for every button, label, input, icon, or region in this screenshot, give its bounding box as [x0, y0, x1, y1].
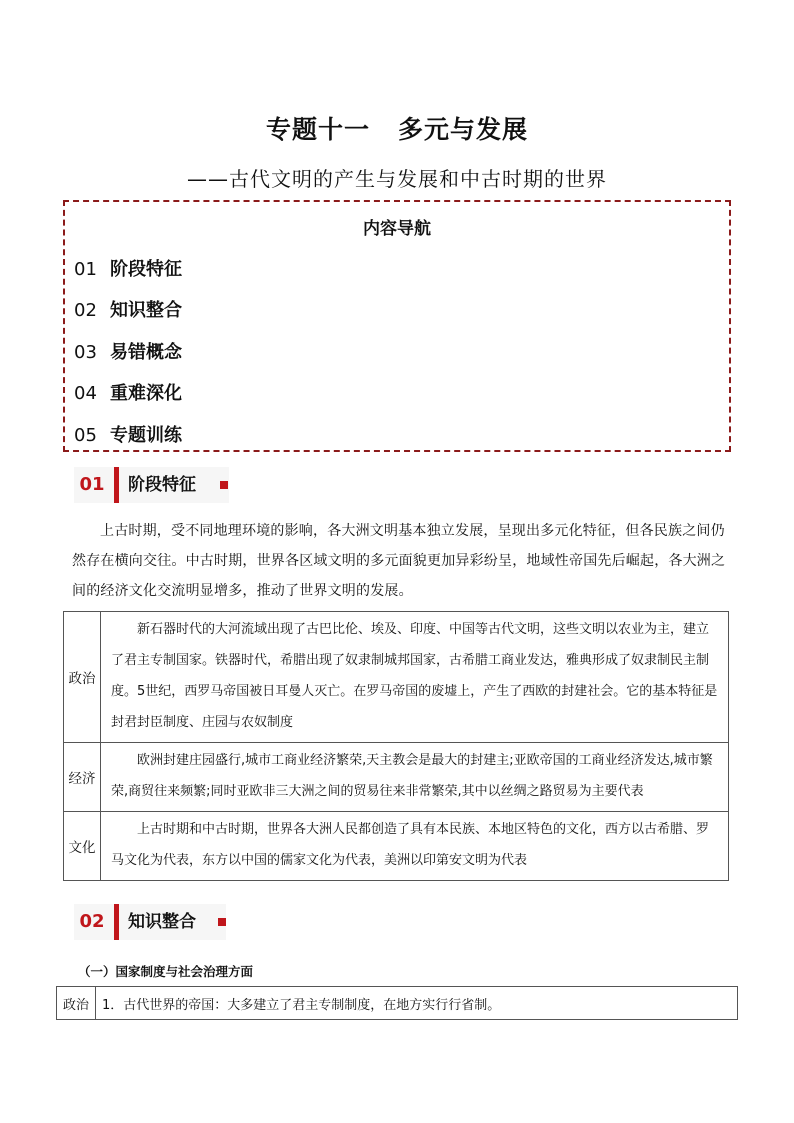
section-bar-marker [114, 467, 119, 503]
nav-item-1[interactable] [74, 255, 182, 281]
square-bullet-icon [220, 481, 228, 489]
table-row [64, 612, 729, 743]
square-bullet-icon [218, 918, 226, 926]
row-label: 文化 [64, 812, 101, 881]
table-row [64, 812, 729, 881]
nav-item-label: 重难深化 [110, 383, 182, 404]
section-number: 01 [79, 474, 105, 495]
content-navigation-box [63, 200, 731, 452]
knowledge-integration-table [56, 986, 738, 1020]
nav-item-number: 05 [74, 425, 97, 446]
nav-item-number: 04 [74, 383, 97, 404]
row-text: 新石器时代的大河流域出现了古巴比伦、埃及、印度、中国等古代文明，这些文明以农业为主，建立了君主专制国家。铁器时代，希腊出现了奴隶制城邦国家，古希腊工商业发达，雅典形成了奴隶制民主制度。5世纪，西罗马帝国被日耳曼人灭亡。在罗马帝国的废墟上，产生了西欧的封建社会。它的基本特征是封君封臣制度、庄园与农奴制度 [101, 612, 729, 743]
nav-item-label: 知识整合 [110, 300, 182, 321]
title-part2: 多元与发展 [398, 115, 529, 144]
section-title: 阶段特征 [128, 475, 196, 495]
page-title [0, 110, 794, 146]
row-text: 欧洲封建庄园盛行,城市工商业经济繁荣,天主教会是最大的封建主;亚欧帝国的工商业经济发达,城市繁荣,商贸往来频繁;同时亚欧非三大洲之间的贸易往来非常繁荣,其中以丝绸之路贸易为主要代表 [101, 743, 729, 812]
nav-item-number: 02 [74, 300, 97, 321]
title-part1: 专题十一 [265, 115, 370, 144]
nav-item-number: 01 [74, 259, 97, 280]
section-title: 知识整合 [128, 912, 196, 932]
nav-item-5[interactable] [74, 421, 182, 447]
stage-features-table [63, 611, 729, 881]
nav-item-label: 专题训练 [110, 425, 182, 446]
nav-item-2[interactable] [74, 296, 182, 322]
row-text: 1．古代世界的帝国：大多建立了君主专制制度，在地方实行行省制。 [96, 987, 738, 1020]
section-bar-marker [114, 904, 119, 940]
section-header-knowledge-integration [74, 904, 239, 940]
page-subtitle: ——古代文明的产生与发展和中古时期的世界 [187, 167, 607, 191]
nav-item-4[interactable] [74, 379, 182, 405]
nav-item-label: 易错概念 [110, 342, 182, 363]
table-row [64, 743, 729, 812]
row-label: 政治 [64, 612, 101, 743]
subsection-heading: （一）国家制度与社会治理方面 [78, 964, 254, 979]
section-number: 02 [79, 911, 105, 932]
stage-features-paragraph: 上古时期，受不同地理环境的影响，各大洲文明基本独立发展，呈现出多元化特征，但各民族之间仍然存在横向交往。中古时期，世界各区域文明的多元面貌更加异彩纷呈，地域性帝国先后崛起，各大洲之间的经济文化交流明显增多，推动了世界文明的发展。 [72, 523, 726, 599]
row-label: 政治 [57, 987, 96, 1020]
row-label: 经济 [64, 743, 101, 812]
nav-heading: 内容导航 [363, 219, 431, 239]
nav-item-3[interactable] [74, 338, 182, 364]
section-header-stage-features [74, 467, 239, 503]
row-text: 上古时期和中古时期，世界各大洲人民都创造了具有本民族、本地区特色的文化，西方以古希腊、罗马文化为代表，东方以中国的儒家文化为代表，美洲以印第安文明为代表 [101, 812, 729, 881]
table-row [57, 987, 738, 1020]
nav-item-label: 阶段特征 [110, 259, 182, 280]
nav-item-number: 03 [74, 342, 97, 363]
